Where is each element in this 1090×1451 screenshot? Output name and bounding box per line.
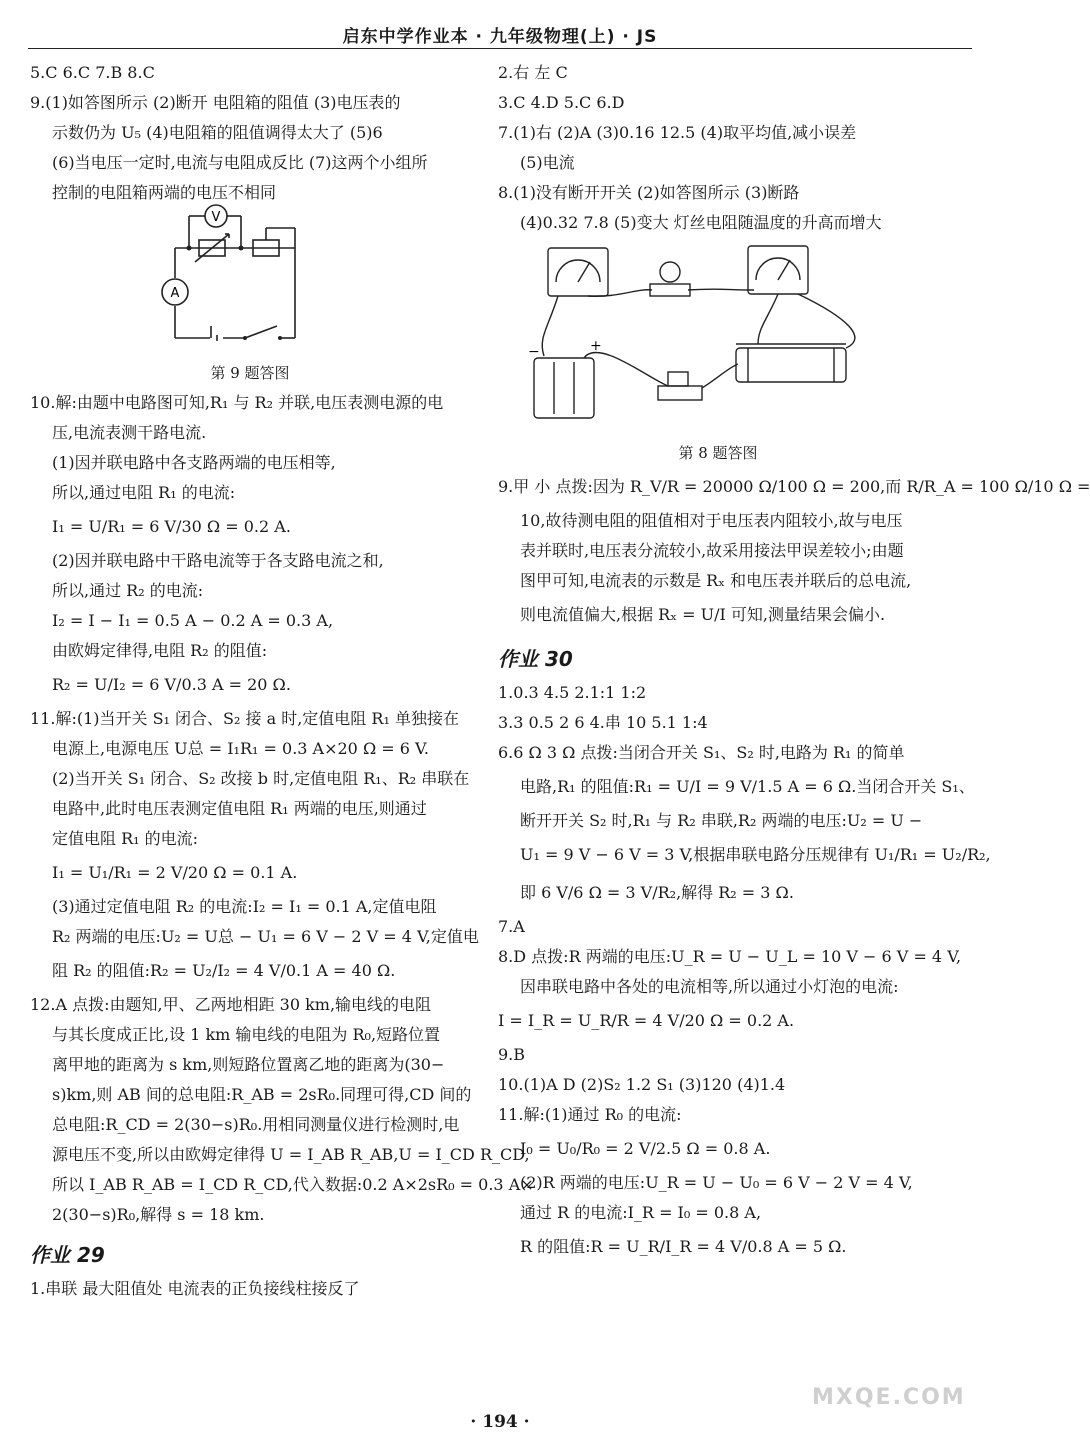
answer-line: 9.B (498, 1045, 526, 1064)
answer-line: 2.右 左 C (498, 63, 568, 82)
answer-line: 断开开关 S₂ 时,R₁ 与 R₂ 串联,R₂ 两端的电压:U₂ = U − (520, 811, 923, 830)
answer-line: (2)因并联电路中干路电流等于各支路电流之和, (52, 551, 384, 570)
right-column (498, 58, 1090, 1266)
section-heading-30: 作业 30 (498, 647, 573, 671)
answer-line: 9.(1)如答图所示 (2)断开 电阻箱的阻值 (3)电压表的 (30, 93, 401, 112)
equation-line: 阻 R₂ 的阻值:R₂ = U₂/I₂ = 4 V/0.1 A = 40 Ω. (52, 961, 396, 980)
answer-line: (2)当开关 S₁ 闭合、S₂ 改接 b 时,定值电阻 R₁、R₂ 串联在 (52, 769, 470, 788)
answer-line: 1.串联 最大阻值处 电流表的正负接线柱接反了 (30, 1279, 360, 1298)
answer-line: 5.C 6.C 7.B 8.C (30, 63, 155, 82)
answer-line: (6)当电压一定时,电流与电阻成反比 (7)这两个小组所 (52, 153, 428, 172)
answer-line: 图甲可知,电流表的示数是 Rₓ 和电压表并联后的总电流, (520, 571, 912, 590)
answer-line: 2(30−s)R₀,解得 s = 18 km. (52, 1205, 265, 1224)
ammeter-label: A (170, 286, 180, 301)
circuit-photo-diagram-8 (528, 238, 908, 438)
answer-line: 表并联时,电压表分流较小,故采用接法甲误差较小;由题 (520, 541, 904, 560)
answer-line: 所以,通过 R₂ 的电流: (52, 581, 204, 600)
answer-line: 3.C 4.D 5.C 6.D (498, 93, 625, 112)
answer-line: R₂ 两端的电压:U₂ = U总 − U₁ = 6 V − 2 V = 4 V,定值电 (52, 927, 479, 946)
answer-line: 3.3 0.5 2 6 4.串 10 5.1 1:4 (498, 713, 708, 732)
watermark: MXQE.COM (812, 1385, 966, 1410)
answer-line: 与其长度成正比,设 1 km 输电线的电阻为 R₀,短路位置 (52, 1025, 441, 1044)
equation-line: R₂ = U/I₂ = 6 V/0.3 A = 20 Ω. (52, 675, 291, 694)
answer-line: (3)通过定值电阻 R₂ 的电流:I₂ = I₁ = 0.1 A,定值电阻 (52, 897, 437, 916)
answer-line: 示数仍为 U₅ (4)电阻箱的阻值调得太大了 (5)6 (52, 123, 383, 142)
answer-line: 1.0.3 4.5 2.1:1 1:2 (498, 683, 647, 702)
answer-line: 源电压不变,所以由欧姆定律得 U = I_AB R_AB,U = I_CD R_CD, (52, 1145, 530, 1164)
equation-line: 即 6 V/6 Ω = 3 V/R₂,解得 R₂ = 3 Ω. (520, 883, 794, 902)
answer-line: 6.6 Ω 3 Ω 点拨:当闭合开关 S₁、S₂ 时,电路为 R₁ 的简单 (498, 743, 905, 762)
rheostat-icon (736, 348, 846, 382)
answer-line: 10,故待测电阻的阻值相对于电压表内阻较小,故与电压 (520, 511, 903, 530)
answer-line: 10.(1)A D (2)S₂ 1.2 S₁ (3)120 (4)1.4 (498, 1075, 786, 1094)
equation-line: 9.甲 小 点拨:因为 R_V/R = 20000 Ω/100 Ω = 200,而 R/R_A = 100 Ω/10 Ω = (498, 477, 1090, 496)
equation-line: 电路,R₁ 的阻值:R₁ = U/I = 9 V/1.5 A = 6 Ω.当闭合开关 S₁、 (520, 777, 975, 796)
answer-line: 控制的电阻箱两端的电压不相同 (52, 183, 277, 202)
battery-icon (534, 358, 594, 418)
equation-line: U₁ = 9 V − 6 V = 3 V,根据串联电路分压规律有 U₁/R₁ = U₂/R₂, (520, 845, 991, 864)
circuit-diagram-9 (155, 208, 345, 358)
answer-line: 7.(1)右 (2)A (3)0.16 12.5 (4)取平均值,减小误差 (498, 123, 857, 142)
answer-line: (4)0.32 7.8 (5)变大 灯丝电阻随温度的升高而增大 (520, 213, 882, 232)
answer-line: 总电阻:R_CD = 2(30−s)R₀.用相同测量仪进行检测时,电 (52, 1115, 460, 1134)
answer-line: (1)因并联电路中各支路两端的电压相等, (52, 453, 336, 472)
answer-line: 11.解:(1)当开关 S₁ 闭合、S₂ 接 a 时,定值电阻 R₁ 单独接在 (30, 709, 459, 728)
equation-line: R 的阻值:R = U_R/I_R = 4 V/0.8 A = 5 Ω. (520, 1237, 847, 1256)
minus-label: − (528, 344, 540, 360)
answer-line: 8.D 点拨:R 两端的电压:U_R = U − U_L = 10 V − 6 V = 4 V, (498, 947, 962, 966)
answer-line: 因串联电路中各处的电流相等,所以通过小灯泡的电流: (520, 977, 899, 996)
answer-line: 所以 I_AB R_AB = I_CD R_CD,代入数据:0.2 A×2sR₀ = 0.3 A× (52, 1175, 534, 1194)
ammeter-icon (548, 248, 608, 296)
voltmeter-label: V (211, 210, 221, 225)
answer-line: s)km,则 AB 间的总电阻:R_AB = 2sR₀.同理可得,CD 间的 (52, 1085, 472, 1104)
plus-label: + (590, 338, 602, 354)
bulb-icon (660, 262, 680, 282)
answer-line: 11.解:(1)通过 R₀ 的电流: (498, 1105, 682, 1124)
page-header: 启东中学作业本 · 九年级物理(上) · JS (342, 27, 658, 47)
equation-line: I₂ = I − I₁ = 0.5 A − 0.2 A = 0.3 A, (52, 611, 334, 630)
answer-line: 通过 R 的电流:I_R = I₀ = 0.8 A, (520, 1203, 762, 1222)
answer-line: 由欧姆定律得,电阻 R₂ 的阻值: (52, 641, 268, 660)
answer-line: 7.A (498, 917, 525, 936)
header-rule (28, 48, 972, 49)
equation-line: 则电流值偏大,根据 Rₓ = U/I 可知,测量结果会偏小. (520, 605, 886, 624)
answer-line: (2)R 两端的电压:U_R = U − U₀ = 6 V − 2 V = 4 V, (520, 1173, 913, 1192)
section-heading-29: 作业 29 (30, 1243, 105, 1267)
answer-line: 离甲地的距离为 s km,则短路位置离乙地的距离为(30− (52, 1055, 445, 1074)
answer-line: 10.解:由题中电路图可知,R₁ 与 R₂ 并联,电压表测电源的电 (30, 393, 444, 412)
answer-line: 所以,通过电阻 R₁ 的电流: (52, 483, 236, 502)
answer-line: 压,电流表测干路电流. (52, 423, 207, 442)
figure-caption: 第 9 题答图 (210, 364, 290, 382)
equation-line: I₁ = U/R₁ = 6 V/30 Ω = 0.2 A. (52, 517, 291, 536)
equation-line: I₁ = U₁/R₁ = 2 V/20 Ω = 0.1 A. (52, 863, 298, 882)
answer-line: 12.A 点拨:由题知,甲、乙两地相距 30 km,输电线的电阻 (30, 995, 432, 1014)
voltmeter-icon (748, 246, 808, 294)
answer-line: 电路中,此时电压表测定值电阻 R₁ 两端的电压,则通过 (52, 799, 427, 818)
answer-line: 定值电阻 R₁ 的电流: (52, 829, 199, 848)
equation-line: I = I_R = U_R/R = 4 V/20 Ω = 0.2 A. (498, 1011, 795, 1030)
equation-line: I₀ = U₀/R₀ = 2 V/2.5 Ω = 0.8 A. (520, 1139, 771, 1158)
answer-line: (5)电流 (520, 153, 575, 172)
bulb-base-icon (650, 284, 690, 296)
figure-caption: 第 8 题答图 (678, 444, 758, 462)
answer-line: 8.(1)没有断开开关 (2)如答图所示 (3)断路 (498, 183, 800, 202)
answer-line: 电源上,电源电压 U总 = I₁R₁ = 0.3 A×20 Ω = 6 V. (52, 739, 429, 758)
switch-icon (658, 386, 702, 400)
page-number: · 194 · (470, 1412, 530, 1432)
